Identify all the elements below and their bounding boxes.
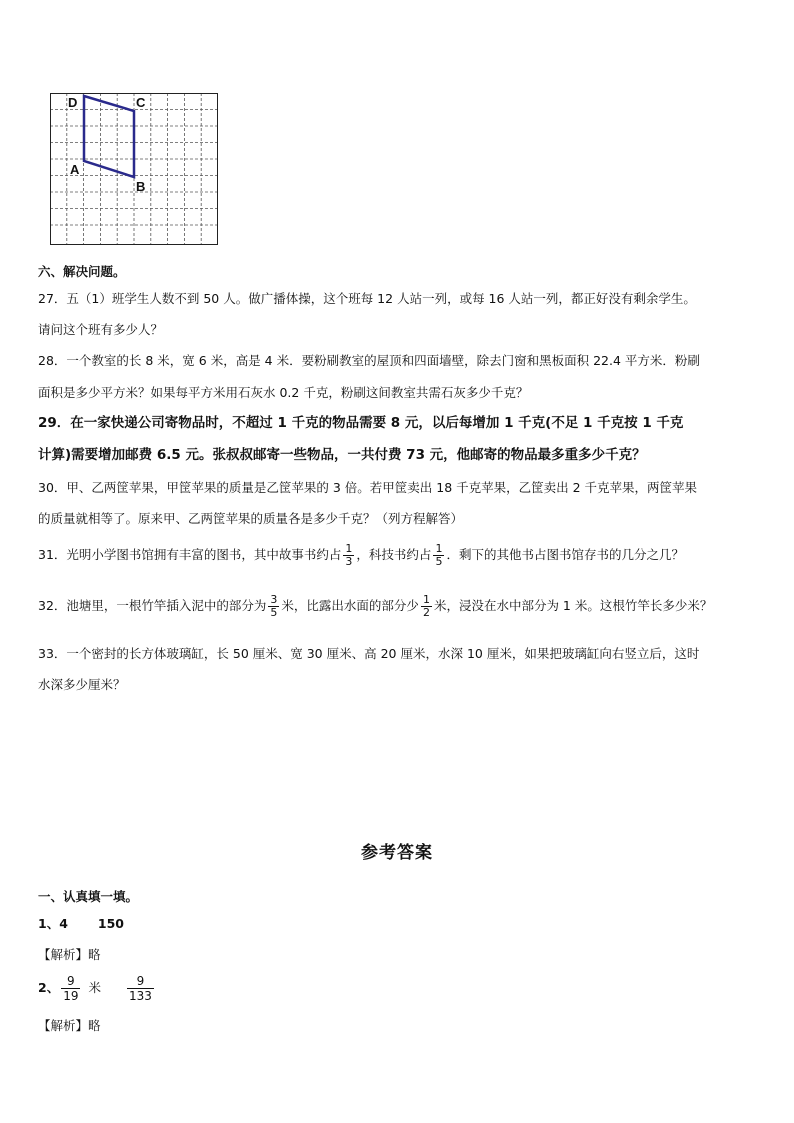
- q28-line2: 面积是多少平方米？如果每平方米用石灰水 0.2 千克，粉刷这间教室共需石灰多少千克？: [38, 385, 529, 400]
- q28-line1: 28．一个教室的长 8 米，宽 6 米，高是 4 米．要粉刷教室的屋顶和四面墙壁，除去门窗和黑板面积 22.4 平方米．粉刷: [38, 353, 700, 368]
- q31-part3: ．剩下的其他书占图书馆存书的几分之几？: [446, 547, 684, 562]
- vertex-label-d: D: [68, 95, 78, 110]
- answer-2-frac1-num: 9: [67, 974, 75, 988]
- answer-2-label: 2、: [38, 980, 60, 995]
- q31-fraction-2: [433, 543, 444, 568]
- q31-frac2-num: 1: [435, 542, 443, 555]
- grid-figure: [50, 93, 218, 245]
- answer-2-frac1-den: 19: [63, 989, 79, 1003]
- q32-part1: 32．池塘里，一根竹竿插入泥中的部分为: [38, 598, 267, 613]
- q32-frac2-den: 2: [422, 606, 430, 619]
- q32-fraction-1: [268, 594, 279, 619]
- answer-2-frac2-num: 9: [136, 974, 145, 988]
- q27-line1: 27．五（1）班学生人数不到 50 人。做广播体操，这个班每 12 人站一列，或每 16 人站一列，都正好没有剩余学生。: [38, 291, 696, 306]
- answer-1-analysis: 【解析】略: [38, 947, 101, 962]
- answer-1: [38, 915, 124, 933]
- vertex-label-b: B: [136, 179, 146, 194]
- q27-line2: 请问这个班有多少人？: [38, 322, 164, 337]
- q32-fraction-2: [421, 594, 432, 619]
- q30-line1: 30．甲、乙两筐苹果，甲筐苹果的质量是乙筐苹果的 3 倍。若甲筐卖出 18 千克苹果，乙筐卖出 2 千克苹果，两筐苹果: [38, 480, 698, 495]
- q32-frac1-num: 3: [270, 593, 278, 606]
- answer-1-value: 150: [97, 916, 124, 931]
- q32-frac1-den: 5: [270, 606, 278, 619]
- vertex-label-c: C: [136, 95, 146, 110]
- q31-frac1-den: 3: [345, 555, 353, 568]
- answer-1-label: 1、4: [38, 916, 68, 931]
- q32: [38, 594, 712, 619]
- q31-frac1-num: 1: [345, 542, 353, 555]
- section-heading: 六、解决问题。: [38, 264, 126, 279]
- parallelogram-abcd: [84, 96, 134, 177]
- q31: [38, 543, 684, 568]
- q30-line2: 的质量就相等了。原来甲、乙两筐苹果的质量各是多少千克？（列方程解答）: [38, 511, 464, 526]
- answers-title: 参考答案: [361, 843, 433, 863]
- q29-line2: 计算)需要增加邮费 6.5 元。张叔叔邮寄一些物品，一共付费 73 元，他邮寄的物品最多重多少千克？: [38, 447, 646, 463]
- answer-2-fraction-1: [61, 974, 80, 1003]
- q31-fraction-1: [343, 543, 354, 568]
- q32-part3: 米，浸没在水中部分为 1 米。这根竹竿长多少米？: [433, 598, 713, 613]
- q31-part1: 31．光明小学图书馆拥有丰富的图书，其中故事书约占: [38, 547, 342, 562]
- vertex-label-a: A: [70, 162, 80, 177]
- q29-line1: 29．在一家快递公司寄物品时，不超过 1 千克的物品需要 8 元，以后每增加 1 千克(不足 1 千克按 1 千克: [38, 415, 684, 431]
- answers-section1-heading: 一、认真填一填。: [38, 889, 139, 904]
- q33-line1: 33．一个密封的长方体玻璃缸，长 50 厘米、宽 30 厘米、高 20 厘米，水深 10 厘米，如果把玻璃缸向右竖立后，这时: [38, 646, 700, 661]
- q31-part2: ，科技书约占: [356, 547, 432, 562]
- answer-2-unit: 米: [88, 980, 101, 995]
- q31-frac2-den: 5: [435, 555, 443, 568]
- q33-line2: 水深多少厘米？: [38, 677, 126, 692]
- answer-2-analysis: 【解析】略: [38, 1018, 101, 1033]
- answer-2: [38, 974, 156, 1003]
- answer-2-frac2-den: 133: [129, 989, 152, 1003]
- q32-frac2-num: 1: [422, 593, 430, 606]
- q32-part2: 米，比露出水面的部分少: [281, 598, 419, 613]
- answer-2-fraction-2: [127, 974, 154, 1003]
